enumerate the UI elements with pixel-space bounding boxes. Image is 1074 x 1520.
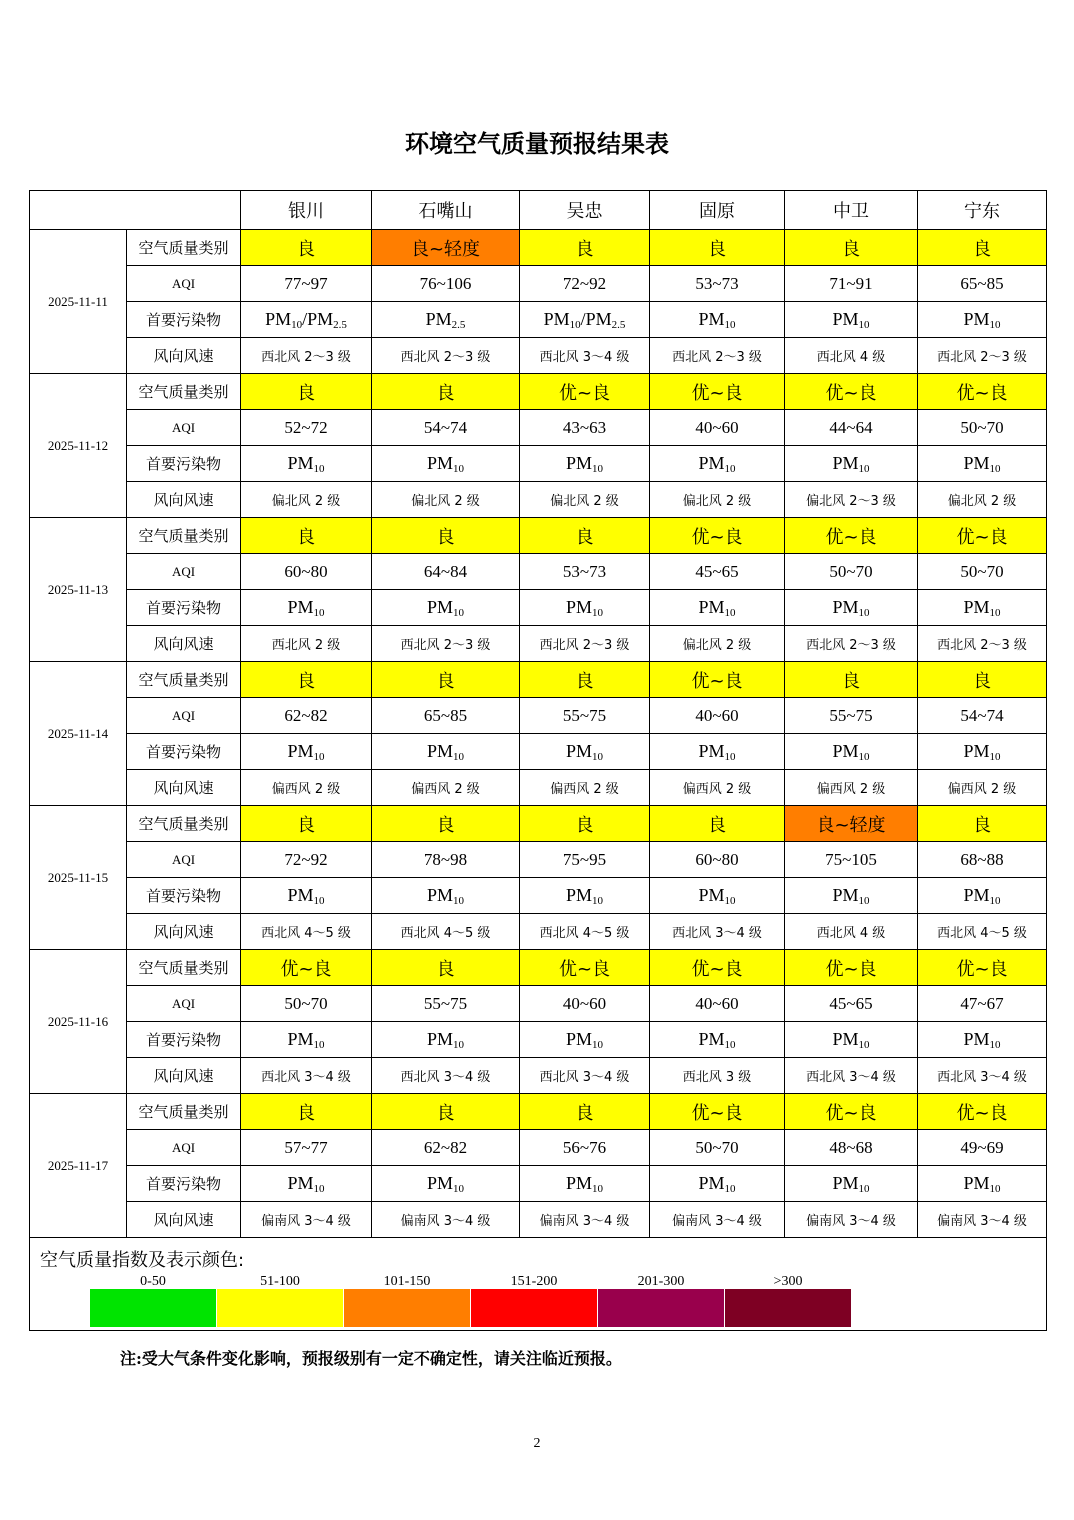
aqi-cell: 75~105	[785, 842, 918, 878]
pollutant-cell: $PM_{2.5}$	[372, 302, 520, 338]
pollutant-cell: $PM_{10}$	[918, 590, 1047, 626]
category-cell: 良	[241, 374, 372, 410]
row-label-wind: 风向风速	[127, 1202, 241, 1238]
aqi-cell: 50~70	[785, 554, 918, 590]
wind-cell: 西北风 4～5 级	[372, 914, 520, 950]
category-cell: 良	[372, 950, 520, 986]
category-cell: 良	[520, 806, 650, 842]
wind-cell: 西北风 3～4 级	[520, 1058, 650, 1094]
wind-cell: 西北风 2～3 级	[520, 626, 650, 662]
legend-row	[30, 1238, 1047, 1331]
pollutant-cell: $PM_{10}$	[372, 446, 520, 482]
category-cell: 良	[520, 518, 650, 554]
wind-cell: 偏南风 3～4 级	[918, 1202, 1047, 1238]
row-label-category: 空气质量类别	[127, 1094, 241, 1130]
forecast-table	[29, 190, 1047, 1331]
aqi-cell: 48~68	[785, 1130, 918, 1166]
legend-range-label: 201-300	[637, 1274, 685, 1289]
city-header: 吴忠	[520, 191, 650, 230]
table-row	[30, 338, 1047, 374]
aqi-cell: 49~69	[918, 1130, 1047, 1166]
page-number: 2	[533, 1436, 541, 1451]
wind-cell: 偏北风 2 级	[520, 482, 650, 518]
category-cell: 优~良	[520, 950, 650, 986]
wind-cell: 西北风 3～4 级	[918, 1058, 1047, 1094]
pollutant-cell: $PM_{10}$	[520, 590, 650, 626]
category-cell: 优~良	[650, 1094, 785, 1130]
category-cell: 优~良	[785, 1094, 918, 1130]
wind-cell: 偏西风 2 级	[241, 770, 372, 806]
wind-cell: 偏南风 3～4 级	[520, 1202, 650, 1238]
aqi-cell: 60~80	[241, 554, 372, 590]
table-row	[30, 230, 1047, 266]
category-cell: 良	[372, 518, 520, 554]
legend-cell	[30, 1238, 1047, 1331]
category-cell: 良	[520, 230, 650, 266]
page-title: 环境空气质量预报结果表	[405, 129, 669, 158]
date-cell: 2025-11-13	[30, 518, 127, 662]
row-label-pollutant: 首要污染物	[127, 1166, 241, 1202]
row-label-category: 空气质量类别	[127, 230, 241, 266]
pollutant-cell: $PM_{10}/PM_{2.5}$	[241, 302, 372, 338]
pollutant-cell: $PM_{10}$	[241, 878, 372, 914]
category-cell: 优~良	[785, 950, 918, 986]
category-cell: 优~良	[785, 518, 918, 554]
wind-cell: 西北风 2～3 级	[918, 338, 1047, 374]
pollutant-cell: $PM_{10}$	[785, 1166, 918, 1202]
table-row	[30, 1202, 1047, 1238]
aqi-cell: 53~73	[650, 266, 785, 302]
category-cell: 优~良	[650, 518, 785, 554]
legend-range-label: 0-50	[140, 1274, 166, 1289]
aqi-cell: 52~72	[241, 410, 372, 446]
pollutant-cell: $PM_{10}$	[520, 1166, 650, 1202]
category-cell: 优~良	[785, 374, 918, 410]
category-cell: 优~良	[650, 662, 785, 698]
table-row	[30, 662, 1047, 698]
pollutant-cell: $PM_{10}$	[785, 1022, 918, 1058]
pollutant-cell: $PM_{10}/PM_{2.5}$	[520, 302, 650, 338]
wind-cell: 偏西风 2 级	[785, 770, 918, 806]
category-cell: 优~良	[918, 950, 1047, 986]
table-row	[30, 590, 1047, 626]
aqi-cell: 62~82	[372, 1130, 520, 1166]
header-blank-cell	[30, 191, 241, 230]
aqi-cell: 76~106	[372, 266, 520, 302]
legend-color-swatch	[725, 1289, 851, 1327]
pollutant-cell: $PM_{10}$	[372, 590, 520, 626]
wind-cell: 西北风 4～5 级	[918, 914, 1047, 950]
wind-cell: 西北风 2～3 级	[241, 338, 372, 374]
pollutant-cell: $PM_{10}$	[372, 878, 520, 914]
row-label-pollutant: 首要污染物	[127, 446, 241, 482]
category-cell: 良	[918, 806, 1047, 842]
aqi-cell: 72~92	[520, 266, 650, 302]
legend-range-label: 51-100	[260, 1274, 300, 1289]
pollutant-cell: $PM_{10}$	[372, 734, 520, 770]
aqi-cell: 64~84	[372, 554, 520, 590]
row-label-category: 空气质量类别	[127, 374, 241, 410]
date-cell: 2025-11-12	[30, 374, 127, 518]
aqi-cell: 77~97	[241, 266, 372, 302]
legend-range-label: 151-200	[510, 1274, 558, 1289]
wind-cell: 西北风 2～3 级	[785, 626, 918, 662]
table-row	[30, 806, 1047, 842]
row-label-category: 空气质量类别	[127, 950, 241, 986]
table-row	[30, 878, 1047, 914]
aqi-cell: 45~65	[785, 986, 918, 1022]
aqi-cell: 60~80	[650, 842, 785, 878]
legend-color-swatch	[598, 1289, 724, 1327]
aqi-cell: 72~92	[241, 842, 372, 878]
legend-range-label: 101-150	[383, 1274, 431, 1289]
aqi-cell: 40~60	[650, 410, 785, 446]
aqi-cell: 40~60	[650, 698, 785, 734]
aqi-cell: 40~60	[650, 986, 785, 1022]
aqi-cell: 45~65	[650, 554, 785, 590]
category-cell: 良	[520, 662, 650, 698]
row-label-aqi: AQI	[127, 1130, 241, 1166]
pollutant-cell: $PM_{10}$	[372, 1022, 520, 1058]
pollutant-cell: $PM_{10}$	[650, 734, 785, 770]
aqi-cell: 65~85	[918, 266, 1047, 302]
wind-cell: 偏北风 2～3 级	[785, 482, 918, 518]
category-cell: 良~轻度	[372, 230, 520, 266]
pollutant-cell: $PM_{10}$	[241, 1022, 372, 1058]
aqi-cell: 71~91	[785, 266, 918, 302]
aqi-cell: 47~67	[918, 986, 1047, 1022]
city-header: 宁东	[918, 191, 1047, 230]
wind-cell: 西北风 2～3 级	[918, 626, 1047, 662]
legend-range-label: >300	[773, 1274, 803, 1289]
date-cell: 2025-11-11	[30, 230, 127, 374]
legend-color-swatch	[217, 1289, 343, 1327]
row-label-wind: 风向风速	[127, 914, 241, 950]
row-label-aqi: AQI	[127, 410, 241, 446]
legend-color-swatch	[471, 1289, 597, 1327]
table-row	[30, 1022, 1047, 1058]
category-cell: 良	[918, 230, 1047, 266]
wind-cell: 西北风 2～3 级	[372, 626, 520, 662]
row-label-aqi: AQI	[127, 842, 241, 878]
wind-cell: 西北风 3～4 级	[241, 1058, 372, 1094]
aqi-cell: 50~70	[918, 554, 1047, 590]
wind-cell: 西北风 4 级	[785, 914, 918, 950]
wind-cell: 西北风 3 级	[650, 1058, 785, 1094]
city-header: 固原	[650, 191, 785, 230]
category-cell: 良	[520, 1094, 650, 1130]
pollutant-cell: $PM_{10}$	[785, 302, 918, 338]
category-cell: 优~良	[918, 518, 1047, 554]
table-row	[30, 950, 1047, 986]
forecast-note: 注:受大气条件变化影响，预报级别有一定不确定性，请关注临近预报。	[120, 1349, 622, 1368]
date-cell: 2025-11-14	[30, 662, 127, 806]
pollutant-cell: $PM_{10}$	[520, 1022, 650, 1058]
wind-cell: 西北风 3～4 级	[785, 1058, 918, 1094]
table-row	[30, 1130, 1047, 1166]
wind-cell: 西北风 4～5 级	[241, 914, 372, 950]
category-cell: 良	[785, 662, 918, 698]
category-cell: 良	[372, 662, 520, 698]
aqi-cell: 50~70	[241, 986, 372, 1022]
city-header: 银川	[241, 191, 372, 230]
category-cell: 优~良	[918, 374, 1047, 410]
row-label-pollutant: 首要污染物	[127, 302, 241, 338]
table-row	[30, 986, 1047, 1022]
pollutant-cell: $PM_{10}$	[241, 734, 372, 770]
city-header: 石嘴山	[372, 191, 520, 230]
table-row	[30, 1094, 1047, 1130]
table-row	[30, 770, 1047, 806]
table-row	[30, 842, 1047, 878]
pollutant-cell: $PM_{10}$	[918, 302, 1047, 338]
aqi-cell: 54~74	[372, 410, 520, 446]
wind-cell: 偏西风 2 级	[520, 770, 650, 806]
date-cell: 2025-11-17	[30, 1094, 127, 1238]
aqi-cell: 56~76	[520, 1130, 650, 1166]
row-label-category: 空气质量类别	[127, 518, 241, 554]
row-label-pollutant: 首要污染物	[127, 734, 241, 770]
row-label-aqi: AQI	[127, 266, 241, 302]
row-label-wind: 风向风速	[127, 1058, 241, 1094]
table-row	[30, 1166, 1047, 1202]
wind-cell: 西北风 2 级	[241, 626, 372, 662]
pollutant-cell: $PM_{10}$	[372, 1166, 520, 1202]
pollutant-cell: $PM_{10}$	[785, 878, 918, 914]
aqi-cell: 50~70	[918, 410, 1047, 446]
category-cell: 优~良	[241, 950, 372, 986]
aqi-cell: 55~75	[372, 986, 520, 1022]
table-row	[30, 1058, 1047, 1094]
table-row	[30, 266, 1047, 302]
category-cell: 优~良	[520, 374, 650, 410]
table-row	[30, 734, 1047, 770]
aqi-cell: 55~75	[785, 698, 918, 734]
city-header: 中卫	[785, 191, 918, 230]
wind-cell: 偏南风 3～4 级	[785, 1202, 918, 1238]
aqi-cell: 78~98	[372, 842, 520, 878]
row-label-pollutant: 首要污染物	[127, 590, 241, 626]
category-cell: 良	[241, 662, 372, 698]
header-row	[30, 191, 1047, 230]
category-cell: 良	[241, 518, 372, 554]
aqi-cell: 68~88	[918, 842, 1047, 878]
row-label-aqi: AQI	[127, 698, 241, 734]
wind-cell: 偏南风 3～4 级	[372, 1202, 520, 1238]
wind-cell: 偏北风 2 级	[918, 482, 1047, 518]
table-row	[30, 482, 1047, 518]
table-row	[30, 410, 1047, 446]
pollutant-cell: $PM_{10}$	[241, 446, 372, 482]
pollutant-cell: $PM_{10}$	[918, 878, 1047, 914]
legend-title: 空气质量指数及表示颜色:	[40, 1250, 245, 1271]
category-cell: 优~良	[650, 950, 785, 986]
aqi-cell: 43~63	[520, 410, 650, 446]
aqi-cell: 65~85	[372, 698, 520, 734]
row-label-aqi: AQI	[127, 986, 241, 1022]
table-row	[30, 446, 1047, 482]
pollutant-cell: $PM_{10}$	[785, 734, 918, 770]
category-cell: 良	[650, 230, 785, 266]
wind-cell: 西北风 4 级	[785, 338, 918, 374]
pollutant-cell: $PM_{10}$	[918, 1166, 1047, 1202]
category-cell: 良~轻度	[785, 806, 918, 842]
aqi-cell: 44~64	[785, 410, 918, 446]
aqi-cell: 75~95	[520, 842, 650, 878]
pollutant-cell: $PM_{10}$	[650, 1166, 785, 1202]
aqi-cell: 40~60	[520, 986, 650, 1022]
table-row	[30, 914, 1047, 950]
category-cell: 良	[372, 806, 520, 842]
table-row	[30, 518, 1047, 554]
category-cell: 良	[372, 374, 520, 410]
legend-color-swatch	[90, 1289, 216, 1327]
wind-cell: 偏西风 2 级	[650, 770, 785, 806]
aqi-cell: 54~74	[918, 698, 1047, 734]
table-row	[30, 374, 1047, 410]
table-row	[30, 626, 1047, 662]
pollutant-cell: $PM_{10}$	[650, 590, 785, 626]
category-cell: 良	[372, 1094, 520, 1130]
pollutant-cell: $PM_{10}$	[520, 446, 650, 482]
category-cell: 良	[650, 806, 785, 842]
legend-color-swatch	[344, 1289, 470, 1327]
category-cell: 良	[241, 806, 372, 842]
pollutant-cell: $PM_{10}$	[650, 446, 785, 482]
wind-cell: 西北风 3～4 级	[650, 914, 785, 950]
category-cell: 良	[918, 662, 1047, 698]
pollutant-cell: $PM_{10}$	[650, 1022, 785, 1058]
pollutant-cell: $PM_{10}$	[520, 734, 650, 770]
wind-cell: 西北风 2～3 级	[372, 338, 520, 374]
wind-cell: 偏北风 2 级	[241, 482, 372, 518]
wind-cell: 偏西风 2 级	[372, 770, 520, 806]
row-label-category: 空气质量类别	[127, 806, 241, 842]
aqi-cell: 53~73	[520, 554, 650, 590]
row-label-aqi: AQI	[127, 554, 241, 590]
pollutant-cell: $PM_{10}$	[241, 1166, 372, 1202]
pollutant-cell: $PM_{10}$	[918, 446, 1047, 482]
wind-cell: 偏南风 3～4 级	[650, 1202, 785, 1238]
wind-cell: 偏北风 2 级	[650, 482, 785, 518]
row-label-pollutant: 首要污染物	[127, 1022, 241, 1058]
row-label-category: 空气质量类别	[127, 662, 241, 698]
wind-cell: 西北风 2～3 级	[650, 338, 785, 374]
pollutant-cell: $PM_{10}$	[785, 590, 918, 626]
row-label-wind: 风向风速	[127, 482, 241, 518]
category-cell: 良	[241, 1094, 372, 1130]
table-row	[30, 302, 1047, 338]
pollutant-cell: $PM_{10}$	[785, 446, 918, 482]
wind-cell: 偏北风 2 级	[650, 626, 785, 662]
aqi-cell: 62~82	[241, 698, 372, 734]
pollutant-cell: $PM_{10}$	[241, 590, 372, 626]
date-cell: 2025-11-16	[30, 950, 127, 1094]
pollutant-cell: $PM_{10}$	[650, 878, 785, 914]
aqi-cell: 57~77	[241, 1130, 372, 1166]
category-cell: 良	[241, 230, 372, 266]
row-label-wind: 风向风速	[127, 338, 241, 374]
row-label-wind: 风向风速	[127, 770, 241, 806]
wind-cell: 偏西风 2 级	[918, 770, 1047, 806]
table-row	[30, 698, 1047, 734]
pollutant-cell: $PM_{10}$	[650, 302, 785, 338]
category-cell: 优~良	[650, 374, 785, 410]
category-cell: 良	[785, 230, 918, 266]
wind-cell: 偏南风 3～4 级	[241, 1202, 372, 1238]
row-label-wind: 风向风速	[127, 626, 241, 662]
aqi-cell: 50~70	[650, 1130, 785, 1166]
pollutant-cell: $PM_{10}$	[520, 878, 650, 914]
row-label-pollutant: 首要污染物	[127, 878, 241, 914]
wind-cell: 西北风 3～4 级	[372, 1058, 520, 1094]
pollutant-cell: $PM_{10}$	[918, 1022, 1047, 1058]
wind-cell: 西北风 4～5 级	[520, 914, 650, 950]
category-cell: 优~良	[918, 1094, 1047, 1130]
wind-cell: 西北风 3～4 级	[520, 338, 650, 374]
pollutant-cell: $PM_{10}$	[918, 734, 1047, 770]
aqi-cell: 55~75	[520, 698, 650, 734]
table-row	[30, 554, 1047, 590]
wind-cell: 偏北风 2 级	[372, 482, 520, 518]
date-cell: 2025-11-15	[30, 806, 127, 950]
